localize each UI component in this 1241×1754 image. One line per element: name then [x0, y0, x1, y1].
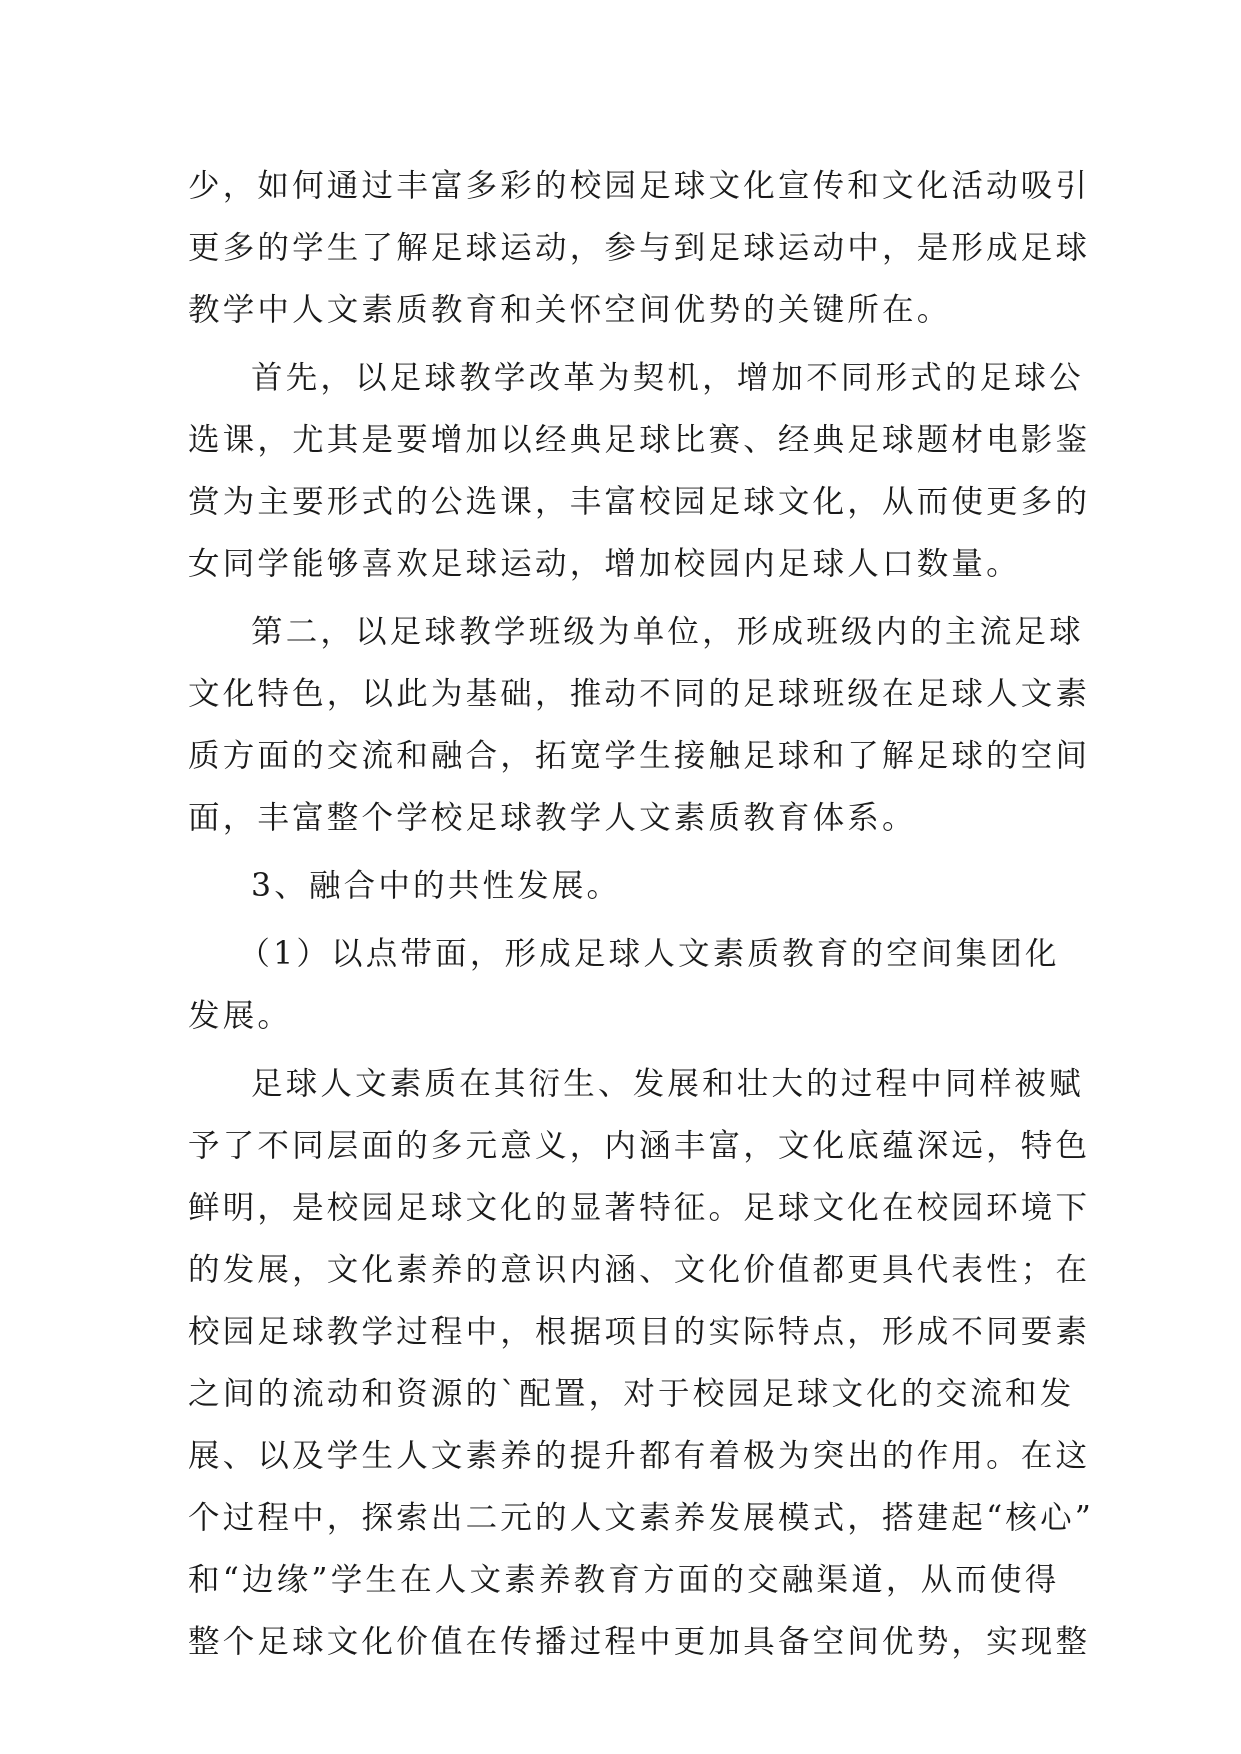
text-line: 质方面的交流和融合，拓宽学生接触足球和了解足球的空间: [188, 738, 1091, 774]
text-line: 的发展，文化素养的意识内涵、文化价值都更具代表性；在: [188, 1252, 1091, 1288]
text-line: 教学中人文素质教育和关怀空间优势的关键所在。: [188, 292, 952, 328]
text-line: 发展。: [188, 998, 293, 1034]
text-line: 整个足球文化价值在传播过程中更加具备空间优势，实现整: [188, 1624, 1091, 1660]
text-line: 更多的学生了解足球运动，参与到足球运动中，是形成足球: [188, 230, 1091, 266]
text-line: 和“边缘”学生在人文素养教育方面的交融渠道，从而使得: [188, 1562, 1060, 1598]
text-line: 少，如何通过丰富多彩的校园足球文化宣传和文化活动吸引: [188, 168, 1091, 204]
text-line: 第二，以足球教学班级为单位，形成班级内的主流足球: [251, 614, 1084, 650]
document-body: [188, 155, 1095, 1673]
text-line: 首先，以足球教学改革为契机，增加不同形式的足球公: [251, 360, 1084, 396]
text-line: 鲜明，是校园足球文化的显著特征。足球文化在校园环境下: [188, 1190, 1091, 1226]
text-line: 文化特色，以此为基础，推动不同的足球班级在足球人文素: [188, 676, 1091, 712]
text-line: 3、融合中的共性发展。: [251, 868, 622, 904]
text-line: 足球人文素质在其衍生、发展和壮大的过程中同样被赋: [251, 1066, 1084, 1102]
text-line: 赏为主要形式的公选课，丰富校园足球文化，从而使更多的: [188, 484, 1091, 520]
text-line: （1）以点带面，形成足球人文素质教育的空间集团化: [238, 936, 1060, 972]
text-line: 女同学能够喜欢足球运动，增加校园内足球人口数量。: [188, 546, 1021, 582]
text-line: 选课，尤其是要增加以经典足球比赛、经典足球题材电影鉴: [188, 422, 1091, 458]
text-line: 个过程中，探索出二元的人文素养发展模式，搭建起“核心”: [188, 1500, 1095, 1536]
text-line: 予了不同层面的多元意义，内涵丰富，文化底蕴深远，特色: [188, 1128, 1091, 1164]
text-line: 校园足球教学过程中，根据项目的实际特点，形成不同要素: [188, 1314, 1091, 1350]
text-line: 之间的流动和资源的`配置，对于校园足球文化的交流和发: [188, 1376, 1075, 1412]
text-line: 展、以及学生人文素养的提升都有着极为突出的作用。在这: [188, 1438, 1091, 1474]
text-line: 面，丰富整个学校足球教学人文素质教育体系。: [188, 800, 917, 836]
